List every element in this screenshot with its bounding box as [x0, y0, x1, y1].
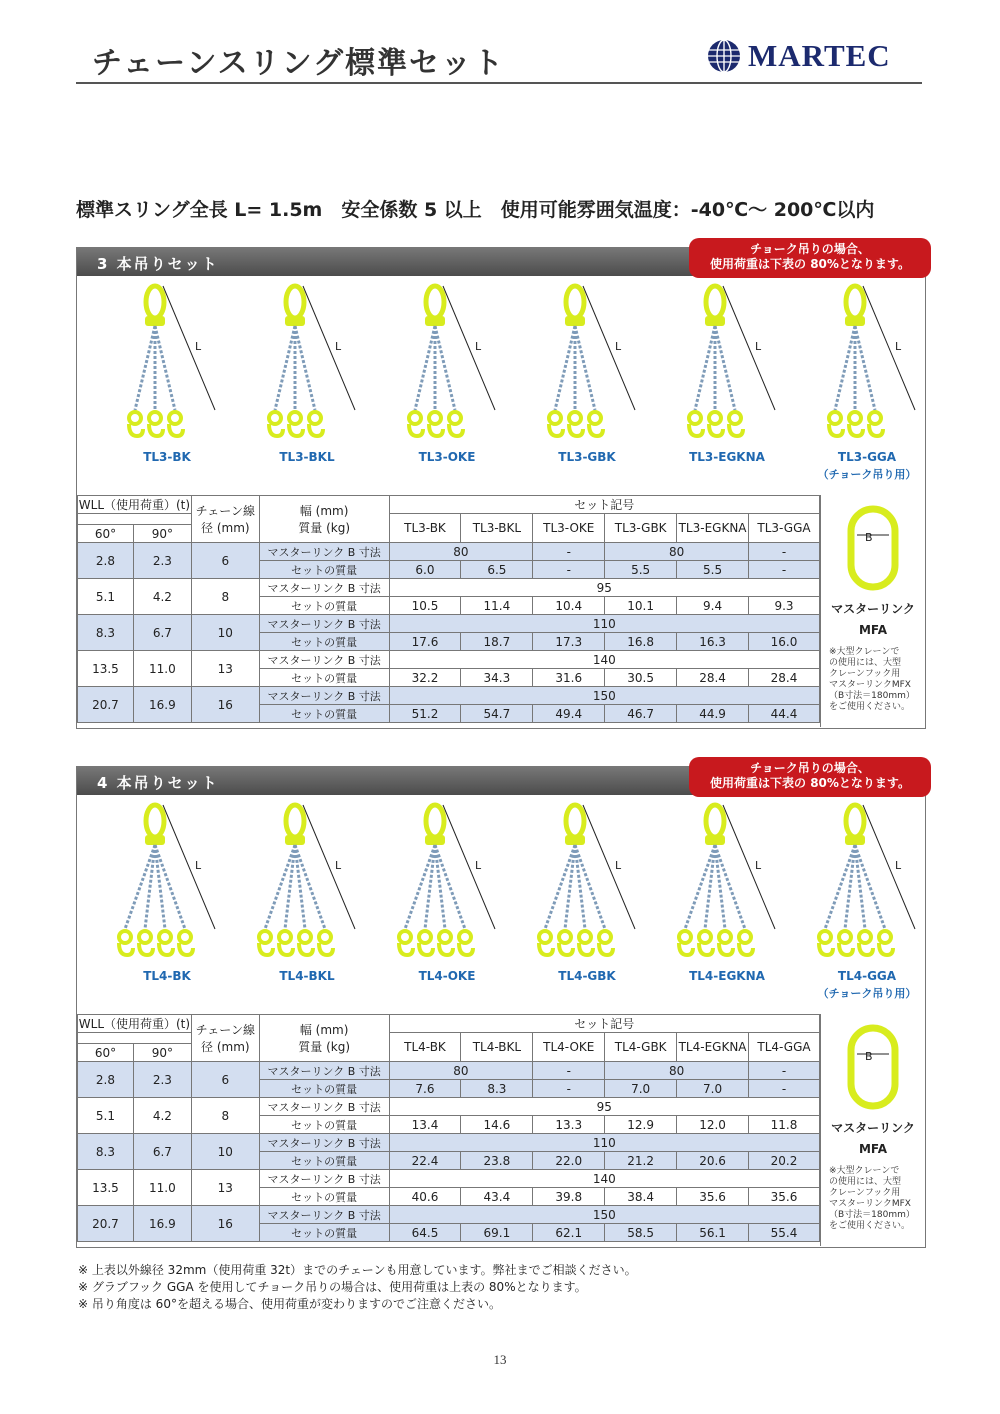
mass-cell: 46.7	[605, 705, 677, 723]
chain-dia-cell: 13	[191, 651, 259, 687]
model-header: TL3-BKL	[461, 514, 533, 543]
row-label: マスターリンク B 寸法	[259, 1206, 389, 1224]
note-line: をご使用ください。	[829, 702, 911, 712]
chain-sling-icon	[517, 280, 657, 450]
b-dimension-cell: 80	[605, 1062, 749, 1080]
master-link-model: MFA	[858, 1142, 888, 1156]
length-mark: L	[615, 859, 622, 872]
b-dimension-cell: -	[533, 1062, 605, 1080]
model-header: TL3-GGA	[749, 514, 820, 543]
chain-dia-cell: 16	[191, 687, 259, 723]
mass-cell: 14.6	[461, 1116, 533, 1134]
mass-cell: 54.7	[461, 705, 533, 723]
sling-item	[657, 280, 797, 490]
row-label: セットの質量	[259, 1152, 389, 1170]
wll-60-cell: 20.7	[78, 687, 134, 723]
mass-cell: 17.6	[389, 633, 461, 651]
section-4-leg	[76, 761, 926, 1248]
table-row	[78, 543, 820, 561]
length-mark: L	[755, 859, 762, 872]
model-header: TL3-EGKNA	[677, 514, 749, 543]
mass-cell: 58.5	[605, 1224, 677, 1242]
page-title: チェーンスリング標準セット	[92, 46, 505, 81]
set-code-header: セット記号	[389, 496, 819, 514]
wll-60-cell: 5.1	[78, 1098, 134, 1134]
mass-cell: 55.4	[749, 1224, 820, 1242]
sling-label: TL3-EGKNA	[689, 450, 765, 464]
mass-cell: 28.4	[677, 669, 749, 687]
wll-60-cell: 5.1	[78, 579, 134, 615]
length-mark: L	[615, 340, 622, 353]
wll-60-cell: 13.5	[78, 1170, 134, 1206]
row-label: セットの質量	[259, 669, 389, 687]
chain-sling-icon	[797, 280, 937, 450]
mass-cell: 11.4	[461, 597, 533, 615]
length-mark: L	[895, 859, 902, 872]
chain-sling-icon	[377, 799, 517, 969]
mass-cell: 64.5	[389, 1224, 461, 1242]
mass-cell: 16.8	[605, 633, 677, 651]
chain-sling-icon	[797, 799, 937, 969]
mass-cell: 13.4	[389, 1116, 461, 1134]
note-line: の使用には、大型	[829, 658, 902, 668]
note-line: マスターリンクMFX	[829, 1199, 911, 1209]
width-header: 幅 (mm)	[299, 1023, 349, 1037]
globe-logo-icon	[706, 38, 742, 74]
note-line: ※大型クレーンで	[829, 1166, 900, 1176]
mass-cell: -	[749, 561, 820, 579]
mass-cell: 22.0	[533, 1152, 605, 1170]
mass-cell: 17.3	[533, 633, 605, 651]
b-dimension-cell: -	[749, 543, 820, 561]
mass-cell: 44.4	[749, 705, 820, 723]
chain-dia-cell: 10	[191, 1134, 259, 1170]
badge-line-2: 使用荷重は下表の 80%となります。	[710, 257, 910, 271]
length-mark: L	[475, 340, 482, 353]
chain-sling-icon	[377, 280, 517, 450]
width-mass-header	[259, 496, 389, 543]
row-label: マスターリンク B 寸法	[259, 579, 389, 597]
chain-header	[191, 1015, 259, 1062]
mass-cell: 49.4	[533, 705, 605, 723]
wll-90-cell: 16.9	[133, 1206, 191, 1242]
note-line: （B寸法＝180mm）	[829, 1210, 915, 1220]
row-label: セットの質量	[259, 561, 389, 579]
page-number: 13	[493, 1352, 507, 1367]
sling-item	[517, 799, 657, 1009]
master-link-name: マスターリンク	[831, 1121, 915, 1135]
note-line: の使用には、大型	[829, 1177, 902, 1187]
b-dimension-cell: 95	[389, 579, 819, 597]
chain-header-text: チェーン線径 (mm)	[195, 1023, 255, 1054]
sling-label: TL4-OKE	[418, 969, 476, 983]
b-dimension-cell: 140	[389, 1170, 819, 1188]
mass-cell: 56.1	[677, 1224, 749, 1242]
width-header: 幅 (mm)	[299, 504, 349, 518]
model-header: TL4-GBK	[605, 1033, 677, 1062]
row-label: マスターリンク B 寸法	[259, 1170, 389, 1188]
sling-item	[517, 280, 657, 490]
model-header: TL4-BK	[389, 1033, 461, 1062]
table-row	[78, 1098, 820, 1116]
b-dimension-cell: -	[749, 1062, 820, 1080]
row-label: マスターリンク B 寸法	[259, 687, 389, 705]
row-label: マスターリンク B 寸法	[259, 1062, 389, 1080]
chain-dia-cell: 6	[191, 1062, 259, 1098]
wll-unit-spacer	[78, 1033, 192, 1044]
table-row	[78, 579, 820, 597]
b-dimension-letter: B	[865, 1050, 873, 1063]
row-label: マスターリンク B 寸法	[259, 1098, 389, 1116]
mass-cell: 40.6	[389, 1188, 461, 1206]
b-dimension-cell: 95	[389, 1098, 819, 1116]
b-dimension-cell: 140	[389, 651, 819, 669]
spec-table	[77, 1014, 820, 1242]
length-mark: L	[475, 859, 482, 872]
mass-cell: 21.2	[605, 1152, 677, 1170]
chain-header-text: チェーン線径 (mm)	[195, 504, 255, 535]
mass-cell: -	[533, 1080, 605, 1098]
wll-header: WLL（使用荷重）(t)	[78, 1015, 192, 1033]
wll-90-cell: 11.0	[133, 1170, 191, 1206]
mass-cell: 28.4	[749, 669, 820, 687]
mass-cell: 16.3	[677, 633, 749, 651]
sling-item	[377, 799, 517, 1009]
length-mark: L	[895, 340, 902, 353]
master-link-name: マスターリンク	[831, 602, 915, 616]
model-header: TL3-GBK	[605, 514, 677, 543]
mass-cell: 13.3	[533, 1116, 605, 1134]
note-line: マスターリンクMFX	[829, 680, 911, 690]
b-dimension-cell: 80	[389, 543, 533, 561]
row-label: セットの質量	[259, 1080, 389, 1098]
mass-cell: 34.3	[461, 669, 533, 687]
length-mark: L	[335, 859, 342, 872]
sling-label: TL4-BKL	[279, 969, 335, 983]
mass-cell: 10.5	[389, 597, 461, 615]
sling-label: TL4-GGA	[837, 969, 897, 983]
mass-cell: 39.8	[533, 1188, 605, 1206]
mass-cell: 9.4	[677, 597, 749, 615]
b-dimension-cell: -	[533, 543, 605, 561]
table-header-row	[78, 496, 820, 514]
logo-text: MARTEC	[748, 38, 891, 73]
spec-line: 標準スリング全長 L= 1.5m 安全係数 5 以上 使用可能雰囲気温度：-40℃～ 200℃以内	[76, 199, 875, 221]
master-link-icon	[843, 1024, 903, 1110]
mass-cell: 5.5	[605, 561, 677, 579]
sling-sublabel: （チョーク吊り用）	[817, 468, 917, 481]
note-line: （B寸法＝180mm）	[829, 691, 915, 701]
mass-cell: 30.5	[605, 669, 677, 687]
chain-sling-icon	[237, 280, 377, 450]
wll-60-cell: 2.8	[78, 1062, 134, 1098]
wll-90-cell: 2.3	[133, 1062, 191, 1098]
mass-cell: 51.2	[389, 705, 461, 723]
mass-cell: 43.4	[461, 1188, 533, 1206]
sling-label: TL3-BK	[143, 450, 191, 464]
sling-item	[657, 799, 797, 1009]
chain-sling-icon	[657, 280, 797, 450]
badge-line-1: チョーク吊りの場合、	[750, 761, 870, 775]
table-row	[78, 1206, 820, 1224]
row-label: マスターリンク B 寸法	[259, 651, 389, 669]
length-mark: L	[195, 340, 202, 353]
mass-cell: 16.0	[749, 633, 820, 651]
sling-label: TL4-EGKNA	[689, 969, 765, 983]
mass-cell: 32.2	[389, 669, 461, 687]
chain-dia-cell: 6	[191, 543, 259, 579]
mass-cell: 35.6	[749, 1188, 820, 1206]
model-header: TL4-EGKNA	[677, 1033, 749, 1062]
section-3-leg	[76, 242, 926, 729]
wll-unit-spacer	[78, 514, 192, 525]
wll-60-cell: 20.7	[78, 1206, 134, 1242]
table-row	[78, 615, 820, 633]
wll-60-cell: 13.5	[78, 651, 134, 687]
mass-cell: 18.7	[461, 633, 533, 651]
sling-item	[237, 799, 377, 1009]
footnote: ※ グラブフック GGA を使用してチョーク吊りの場合は、使用荷重は上表の 80%となります。	[78, 1280, 587, 1294]
master-link-note	[821, 1166, 925, 1232]
table-row	[78, 1134, 820, 1152]
chain-dia-cell: 8	[191, 579, 259, 615]
mass-cell: 9.3	[749, 597, 820, 615]
mass-cell: 6.5	[461, 561, 533, 579]
wll-90-cell: 6.7	[133, 615, 191, 651]
chain-dia-cell: 13	[191, 1170, 259, 1206]
row-label: セットの質量	[259, 597, 389, 615]
mass-cell: -	[533, 561, 605, 579]
footnote: ※ 吊り角度は 60°を超える場合、使用荷重が変わりますのでご注意ください。	[78, 1297, 501, 1311]
table-row	[78, 651, 820, 669]
mass-cell: 11.8	[749, 1116, 820, 1134]
b-dimension-letter: B	[865, 531, 873, 544]
table-header-row	[78, 514, 820, 525]
sling-item	[237, 280, 377, 490]
mass-cell: 31.6	[533, 669, 605, 687]
mass-cell: 6.0	[389, 561, 461, 579]
row-label: マスターリンク B 寸法	[259, 1134, 389, 1152]
note-line: クレーンフック用	[829, 1188, 901, 1198]
wll-90-cell: 6.7	[133, 1134, 191, 1170]
row-label: セットの質量	[259, 705, 389, 723]
b-dimension-cell: 150	[389, 687, 819, 705]
sling-label: TL3-OKE	[418, 450, 476, 464]
set-code-header: セット記号	[389, 1015, 819, 1033]
spec-table	[77, 495, 820, 723]
mass-cell: 20.2	[749, 1152, 820, 1170]
table-row	[78, 1062, 820, 1080]
wll-60-cell: 2.8	[78, 543, 134, 579]
b-dimension-cell: 80	[389, 1062, 533, 1080]
model-header: TL4-BKL	[461, 1033, 533, 1062]
master-link-panel	[820, 1014, 925, 1246]
mass-cell: -	[749, 1080, 820, 1098]
table-row	[78, 687, 820, 705]
master-link-icon	[843, 505, 903, 591]
mass-cell: 44.9	[677, 705, 749, 723]
sling-item	[377, 280, 517, 490]
b-dimension-cell: 150	[389, 1206, 819, 1224]
mass-cell: 7.0	[677, 1080, 749, 1098]
mass-header: 質量 (kg)	[298, 521, 351, 535]
chain-dia-cell: 8	[191, 1098, 259, 1134]
row-label: マスターリンク B 寸法	[259, 615, 389, 633]
mass-cell: 10.4	[533, 597, 605, 615]
table-header-row	[78, 1033, 820, 1044]
master-link-note	[821, 647, 925, 713]
note-line: ※大型クレーンで	[829, 647, 900, 657]
mass-cell: 20.6	[677, 1152, 749, 1170]
mass-cell: 12.9	[605, 1116, 677, 1134]
length-mark: L	[335, 340, 342, 353]
section-title: 4 本吊りセット	[97, 774, 219, 792]
mass-cell: 10.1	[605, 597, 677, 615]
footnotes	[78, 1262, 637, 1313]
mass-cell: 35.6	[677, 1188, 749, 1206]
row-label: セットの質量	[259, 1224, 389, 1242]
row-label: マスターリンク B 寸法	[259, 543, 389, 561]
master-link-model: MFA	[858, 623, 888, 637]
chain-header	[191, 496, 259, 543]
angle-60-header: 60°	[78, 525, 134, 543]
wll-90-cell: 4.2	[133, 579, 191, 615]
b-dimension-cell: 110	[389, 1134, 819, 1152]
chain-sling-icon	[237, 799, 377, 969]
mass-cell: 62.1	[533, 1224, 605, 1242]
mass-cell: 7.0	[605, 1080, 677, 1098]
sling-label: TL4-BK	[143, 969, 191, 983]
chain-sling-icon	[517, 799, 657, 969]
martec-logo	[706, 38, 891, 74]
sling-images	[77, 280, 925, 490]
sling-label: TL3-GBK	[558, 450, 616, 464]
angle-60-header: 60°	[78, 1044, 134, 1062]
model-header: TL4-OKE	[533, 1033, 605, 1062]
chain-sling-icon	[657, 799, 797, 969]
wll-90-cell: 4.2	[133, 1098, 191, 1134]
sling-item	[797, 280, 937, 490]
row-label: セットの質量	[259, 1116, 389, 1134]
sling-sublabel: （チョーク吊り用）	[817, 987, 917, 1000]
mass-cell: 7.6	[389, 1080, 461, 1098]
title-rule	[76, 82, 922, 84]
master-link-panel	[820, 495, 925, 727]
wll-60-cell: 8.3	[78, 1134, 134, 1170]
note-line: をご使用ください。	[829, 1221, 911, 1231]
badge-line-2: 使用荷重は下表の 80%となります。	[710, 776, 910, 790]
row-label: セットの質量	[259, 1188, 389, 1206]
length-mark: L	[755, 340, 762, 353]
sling-label: TL4-GBK	[558, 969, 616, 983]
wll-90-cell: 16.9	[133, 687, 191, 723]
chain-dia-cell: 10	[191, 615, 259, 651]
width-mass-header	[259, 1015, 389, 1062]
model-header: TL4-GGA	[749, 1033, 820, 1062]
badge-line-1: チョーク吊りの場合、	[750, 242, 870, 256]
table-header-row	[78, 1015, 820, 1033]
mass-header: 質量 (kg)	[298, 1040, 351, 1054]
model-header: TL3-OKE	[533, 514, 605, 543]
angle-90-header: 90°	[133, 525, 191, 543]
sling-label: TL3-GGA	[837, 450, 897, 464]
mass-cell: 8.3	[461, 1080, 533, 1098]
section-title: 3 本吊りセット	[97, 255, 219, 273]
mass-cell: 38.4	[605, 1188, 677, 1206]
wll-90-cell: 2.3	[133, 543, 191, 579]
mass-cell: 5.5	[677, 561, 749, 579]
length-mark: L	[195, 859, 202, 872]
choke-badge	[689, 238, 931, 278]
choke-badge	[689, 757, 931, 797]
b-dimension-cell: 80	[605, 543, 749, 561]
sling-label: TL3-BKL	[279, 450, 335, 464]
sling-images	[77, 799, 925, 1009]
model-header: TL3-BK	[389, 514, 461, 543]
mass-cell: 22.4	[389, 1152, 461, 1170]
mass-cell: 23.8	[461, 1152, 533, 1170]
footnote: ※ 上表以外線径 32mm（使用荷重 32t）までのチェーンも用意しています。弊社までご相談ください。	[78, 1263, 637, 1277]
sling-item	[97, 280, 237, 490]
chain-dia-cell: 16	[191, 1206, 259, 1242]
mass-cell: 12.0	[677, 1116, 749, 1134]
chain-sling-icon	[97, 280, 237, 450]
chain-sling-icon	[97, 799, 237, 969]
wll-60-cell: 8.3	[78, 615, 134, 651]
sling-item	[797, 799, 937, 1009]
sling-item	[97, 799, 237, 1009]
angle-90-header: 90°	[133, 1044, 191, 1062]
wll-header: WLL（使用荷重）(t)	[78, 496, 192, 514]
note-line: クレーンフック用	[829, 669, 901, 679]
mass-cell: 69.1	[461, 1224, 533, 1242]
b-dimension-cell: 110	[389, 615, 819, 633]
wll-90-cell: 11.0	[133, 651, 191, 687]
table-row	[78, 1170, 820, 1188]
row-label: セットの質量	[259, 633, 389, 651]
